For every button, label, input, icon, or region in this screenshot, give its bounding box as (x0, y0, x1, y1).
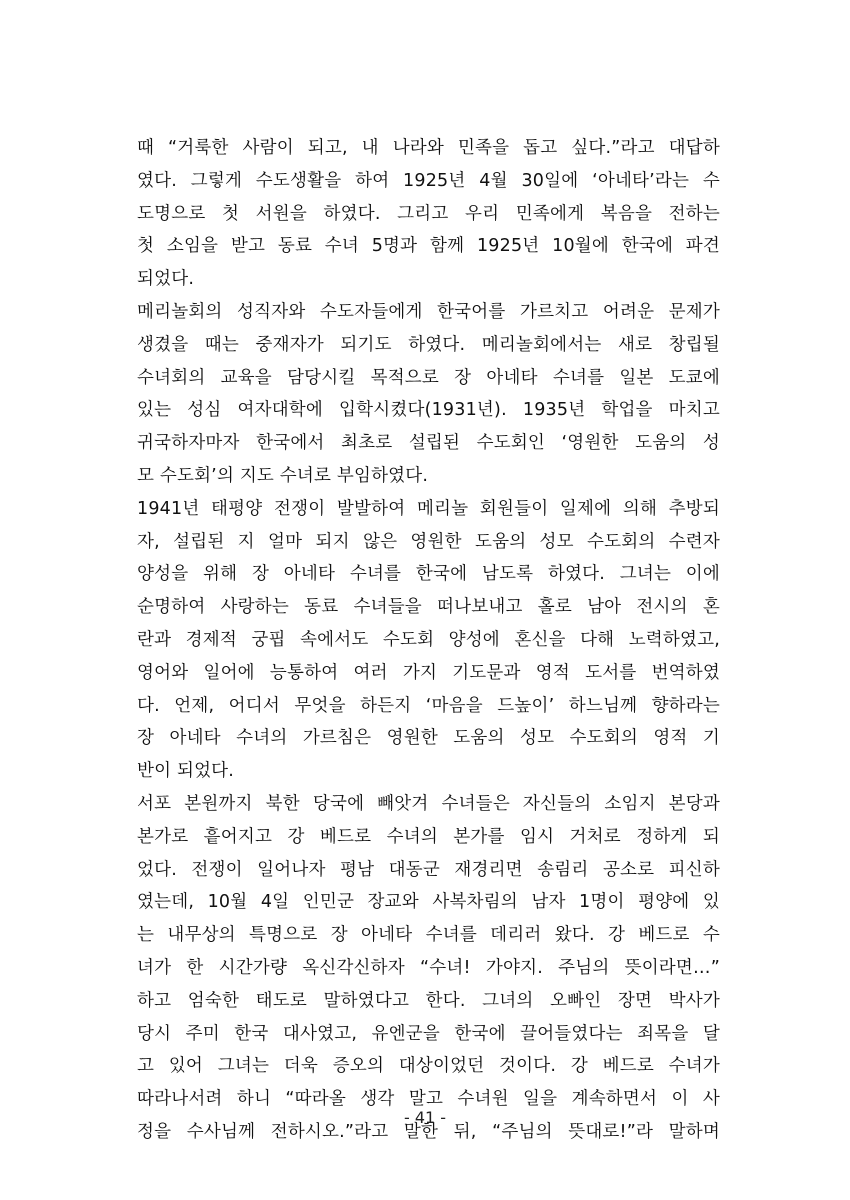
text-line: 따라나서려 하니 “따라올 생각 말고 수녀원 일을 계속하면서 이 사 (137, 1089, 720, 1110)
text-line: 양성을 위해 장 아네타 수녀를 한국에 남도록 하였다. 그녀는 이에 (137, 564, 720, 585)
text-line: 생겼을 때는 중재자가 되기도 하였다. 메리놀회에서는 새로 창립될 (137, 334, 720, 355)
text-line: 영어와 일어에 능통하여 여러 가지 기도문과 영적 도서를 번역하였 (137, 662, 720, 683)
text-line: 첫 소임을 받고 동료 수녀 5명과 함께 1925년 10월에 한국에 파견 (137, 236, 720, 257)
paragraph-4 (137, 788, 720, 1149)
body-text (137, 132, 720, 1149)
text-line: 는 내무상의 특명으로 장 아네타 수녀를 데리러 왔다. 강 베드로 수 (137, 925, 720, 946)
text-line: 녀가 한 시간가량 옥신각신하자 “수녀! 가야지. 주님의 뜻이라면…” (137, 957, 720, 978)
text-line: 란과 경제적 궁핍 속에서도 수도회 양성에 혼신을 다해 노력하였고, (137, 629, 720, 650)
text-line: 자, 설립된 지 얼마 되지 않은 영원한 도움의 성모 수도회의 수련자 (137, 531, 720, 552)
text-line: 때 “거룩한 사람이 되고, 내 나라와 민족을 돕고 싶다.”라고 대답하 (137, 138, 720, 158)
text-line: 귀국하자마자 한국에서 최초로 설립된 수도회인 ‘영원한 도움의 성 (137, 433, 720, 454)
text-line: 다. 언제, 어디서 무엇을 하든지 ‘마음을 드높이’ 하느님께 향하라는 (137, 695, 720, 716)
text-line: 순명하여 사랑하는 동료 수녀들을 떠나보내고 홀로 남아 전시의 혼 (137, 597, 720, 618)
text-line: 수녀회의 교육을 담당시킬 목적으로 장 아네타 수녀를 일본 도쿄에 (137, 367, 720, 388)
text-line: 되었다. (137, 269, 195, 290)
text-line: 장 아네타 수녀의 가르침은 영원한 도움의 성모 수도회의 영적 기 (137, 728, 720, 749)
text-line: 도명으로 첫 서원을 하였다. 그리고 우리 민족에게 복음을 전하는 (137, 203, 720, 224)
text-line: 본가로 흩어지고 강 베드로 수녀의 본가를 임시 거처로 정하게 되 (137, 826, 720, 847)
paragraph-2 (137, 296, 720, 493)
page-number: - 41 - (403, 1108, 447, 1127)
text-line: 있는 성심 여자대학에 입학시켰다(1931년). 1935년 학업을 마치고 (137, 400, 720, 421)
text-line: 었다. 전쟁이 일어나자 평남 대동군 재경리면 송림리 공소로 피신하 (137, 859, 720, 880)
paragraph-1 (137, 132, 720, 296)
text-line: 메리놀회의 성직자와 수도자들에게 한국어를 가르치고 어려운 문제가 (137, 301, 720, 322)
paragraph-3 (137, 493, 720, 788)
text-line: 1941년 태평양 전쟁이 발발하여 메리놀 회원들이 일제에 의해 추방되 (137, 498, 720, 519)
text-line: 였다. 그렇게 수도생활을 하여 1925년 4월 30일에 ‘아네타’라는 수 (137, 170, 720, 191)
text-line: 서포 본원까지 북한 당국에 빼앗겨 수녀들은 자신들의 소임지 본당과 (137, 793, 720, 814)
text-line: 반이 되었다. (137, 761, 235, 782)
text-line: 였는데, 10월 4일 인민군 장교와 사복차림의 남자 1명이 평양에 있 (137, 892, 720, 913)
text-line: 모 수도회’의 지도 수녀로 부임하였다. (137, 465, 429, 486)
text-line: 당시 주미 한국 대사였고, 유엔군을 한국에 끌어들였다는 죄목을 달 (137, 1023, 720, 1044)
text-line: 하고 엄숙한 태도로 말하였다고 한다. 그녀의 오빠인 장면 박사가 (137, 990, 720, 1011)
text-line: 정을 수사님께 전하시오.”라고 말한 뒤, “주님의 뜻대로!”라 말하며 (137, 1121, 720, 1142)
text-line: 고 있어 그녀는 더욱 증오의 대상이었던 것이다. 강 베드로 수녀가 (137, 1056, 720, 1077)
